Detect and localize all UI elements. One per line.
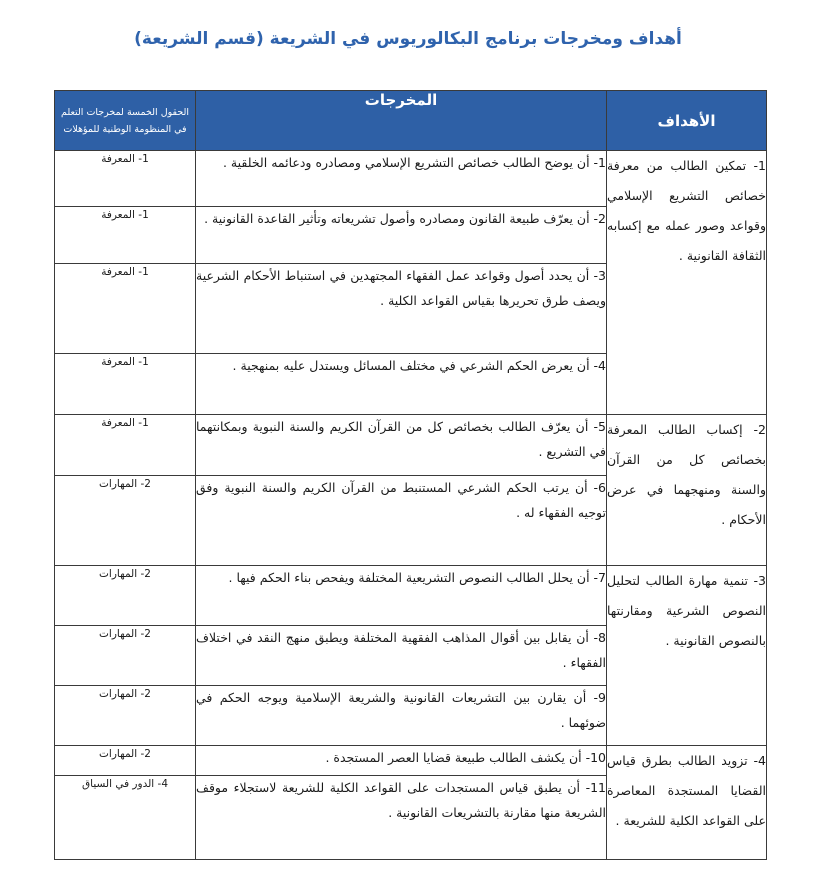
goal-cell	[607, 151, 767, 415]
goal-text: 1- تمكين الطالب من معرفة خصائص التشريع الإسلامي وقواعد وصور عمله مع إكسابه الثقافة القانونية .	[607, 158, 766, 263]
outcome-cell	[196, 746, 607, 776]
domain-cell: 2- المهارات	[55, 626, 196, 686]
domain-cell: 2- المهارات	[55, 686, 196, 746]
domain-cell: 1- المعرفة	[55, 151, 196, 207]
domain-cell: 1- المعرفة	[55, 264, 196, 354]
outcome-cell	[196, 415, 607, 476]
outcome-cell	[196, 476, 607, 566]
outcome-cell	[196, 207, 607, 264]
outcome-cell	[196, 151, 607, 207]
page-title: أهداف ومخرجات برنامج البكالوريوس في الشريعة (قسم الشريعة)	[134, 29, 682, 49]
outcome-cell	[196, 776, 607, 860]
outcome-text: 1- أن يوضح الطالب خصائص التشريع الإسلامي ومصادره ودعائمه الخلقية .	[222, 155, 606, 170]
goal-cell	[607, 566, 767, 746]
outcome-text: 4- أن يعرض الحكم الشرعي في مختلف المسائل ويستدل عليه بمنهجية .	[232, 358, 606, 373]
goal-text: 4- تزويد الطالب بطرق قياس القضايا المستجدة المعاصرة على القواعد الكلية للشريعة .	[607, 753, 766, 828]
table-row	[55, 746, 767, 776]
goal-cell	[607, 415, 767, 566]
goal-cell	[607, 746, 767, 860]
outcome-text: 11- أن يطبق قياس المستجدات على القواعد الكلية للشريعة لاستجلاء موقف الشريعة منها مقارنة بالتشريعات القانونية .	[196, 780, 606, 820]
header-goals: الأهداف	[607, 91, 767, 151]
outcome-text: 7- أن يحلل الطالب النصوص التشريعية المختلفة ويفحص بناء الحكم فيها .	[228, 570, 606, 585]
outcome-cell	[196, 354, 607, 415]
outcome-text: 10- أن يكشف الطالب طبيعة قضايا العصر المستجدة .	[325, 750, 606, 765]
domain-cell: 1- المعرفة	[55, 354, 196, 415]
outcome-cell	[196, 264, 607, 354]
table-row	[55, 566, 767, 626]
header-domains: الحقول الخمسة لمخرجات التعلم في المنظومة الوطنية للمؤهلات	[55, 91, 196, 151]
table-header-row	[55, 91, 767, 151]
outcome-text: 3- أن يحدد أصول وقواعد عمل الفقهاء المجتهدين في استنباط الأحكام الشرعية ويصف طرق تحريرها بقياس القواعد الكلية .	[196, 268, 606, 308]
domain-cell: 2- المهارات	[55, 746, 196, 776]
goal-text: 3- تنمية مهارة الطالب لتحليل النصوص الشرعية ومقارنتها بالنصوص القانونية .	[607, 573, 766, 648]
table-row	[55, 415, 767, 476]
goals-outcomes-table	[54, 90, 767, 860]
outcome-text: 9- أن يقارن بين التشريعات القانونية والشريعة الإسلامية ويوجه الحكم في ضوئهما .	[196, 690, 606, 730]
domain-cell: 1- المعرفة	[55, 415, 196, 476]
outcome-cell	[196, 626, 607, 686]
outcome-text: 5- أن يعرّف الطالب بخصائص كل من القرآن الكريم والسنة النبوية وبمكانتهما في التشريع .	[196, 419, 606, 459]
goal-text: 2- إكساب الطالب المعرفة بخصائص كل من القرآن والسنة ومنهجهما في عرض الأحكام .	[607, 422, 766, 527]
domain-cell: 4- الدور في السياق	[55, 776, 196, 860]
header-outcomes: المخرجات	[196, 91, 607, 151]
outcome-text: 8- أن يقابل بين أقوال المذاهب الفقهية المختلفة ويطبق منهج النقد في اختلاف الفقهاء .	[196, 630, 606, 670]
outcome-cell	[196, 566, 607, 626]
domain-cell: 2- المهارات	[55, 566, 196, 626]
table-row	[55, 151, 767, 207]
domain-cell: 1- المعرفة	[55, 207, 196, 264]
outcome-text: 2- أن يعرّف طبيعة القانون ومصادره وأصول تشريعاته وتأثير القاعدة القانونية .	[204, 211, 606, 226]
domain-cell: 2- المهارات	[55, 476, 196, 566]
outcome-cell	[196, 686, 607, 746]
outcome-text: 6- أن يرتب الحكم الشرعي المستنبط من القرآن الكريم والسنة النبوية وفق توجيه الفقهاء له .	[196, 480, 606, 520]
